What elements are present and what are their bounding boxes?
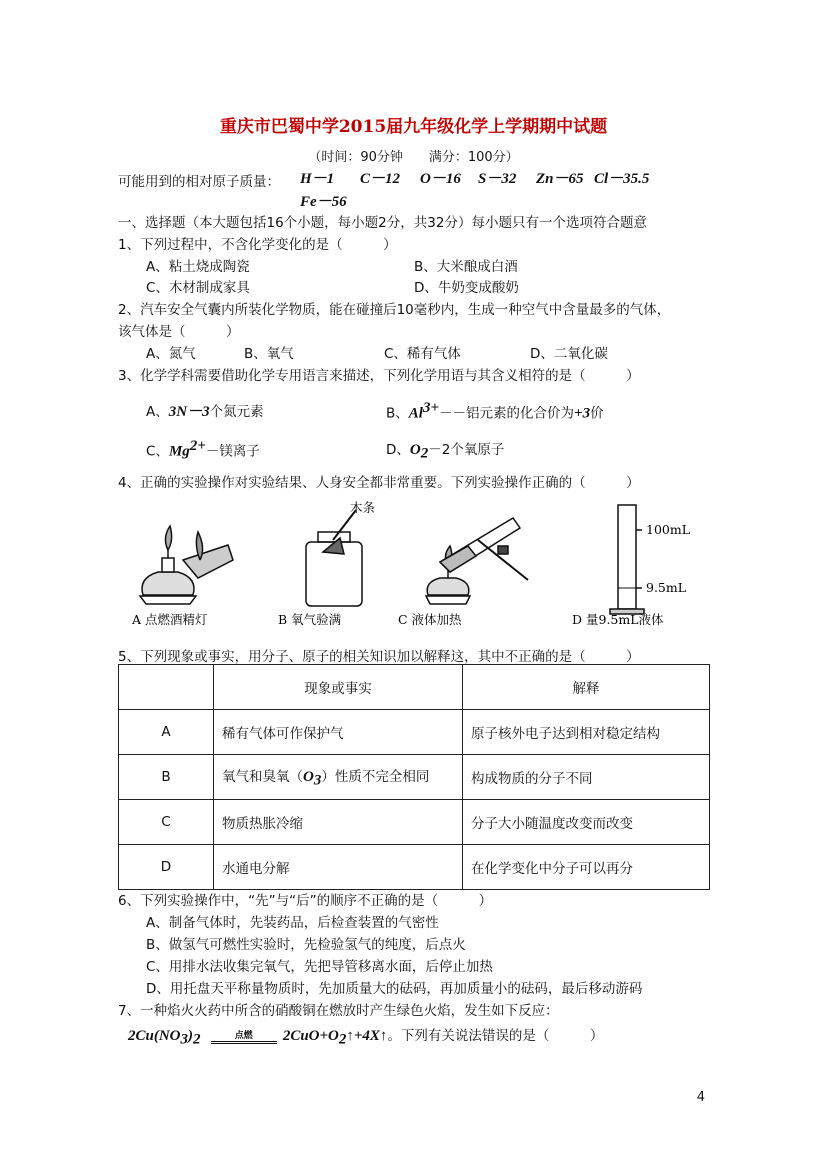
cylinder-top-label: 100mL xyxy=(646,522,691,537)
formula: O xyxy=(409,442,421,458)
option-text-end: 价 xyxy=(590,405,604,422)
equation-rhs: 2CuO+O xyxy=(282,1028,339,1044)
equation-paren: ) xyxy=(188,1028,194,1044)
option-text: －镁离子 xyxy=(205,443,260,460)
table-row xyxy=(119,845,710,890)
page-title: 重庆市巴蜀中学2015届九年级化学上学期期中试题 xyxy=(219,117,608,137)
mass-c: C－12 xyxy=(360,171,401,187)
q7-stem: 7、一种焰火火药中所含的硝酸铜在燃放时产生绿色火焰，发生如下反应： xyxy=(118,1003,559,1019)
figure-label-c: C 液体加热 xyxy=(398,612,462,627)
option-letter: C、 xyxy=(146,443,169,460)
q5-stem: 5、下列现象或事实，用分子、原子的相关知识加以解释这，其中不正确的是（ ） xyxy=(118,649,640,665)
table-header-row xyxy=(119,665,710,710)
row-option: B xyxy=(119,755,214,800)
cylinder-mark-label: 9.5mL xyxy=(646,580,687,595)
q6-option-a: A、制备气体时，先装药品，后检查装置的气密性 xyxy=(146,915,439,931)
header-fact: 现象或事实 xyxy=(214,665,463,710)
option-letter: D、 xyxy=(386,442,410,458)
gas-jar-illustration xyxy=(306,510,362,606)
row-option: D xyxy=(119,845,214,890)
formula: Mg xyxy=(168,443,190,460)
row-explanation: 原子核外电子达到相对稳定结构 xyxy=(463,710,710,755)
exam-info: （时间：90分钟 满分：100分） xyxy=(308,150,519,165)
charge-superscript: 2+ xyxy=(189,438,206,454)
option-text: －－铝元素的化合价为 xyxy=(439,405,575,422)
page-number: 4 xyxy=(696,1090,705,1105)
q3-option-d xyxy=(386,438,504,463)
section-heading: 一、选择题（本大题包括16个小题，每小题2分，共32分）每小题只有一个选项符合题意 xyxy=(118,215,647,231)
row-option: A xyxy=(119,710,214,755)
mass-s: S－32 xyxy=(478,171,517,187)
option-letter: A、 xyxy=(146,404,169,420)
q2-option-c: C、稀有气体 xyxy=(384,346,461,362)
equation-sub: 2 xyxy=(193,1031,201,1048)
q1-option-c: C、木材制成家具 xyxy=(146,280,250,296)
header-option xyxy=(119,665,214,710)
reaction-condition: 点燃 xyxy=(211,1028,277,1044)
charge-superscript: 3+ xyxy=(422,400,440,416)
option-text: －2个氧原子 xyxy=(428,442,505,458)
q6-stem: 6、下列实验操作中，“先”与“后”的顺序不正确的是（ ） xyxy=(118,893,493,909)
q2-stem-line1: 2、汽车安全气囊内所装化学物质，能在碰撞后10毫秒内，生成一种空气中含量最多的气体， xyxy=(118,302,671,318)
formula: 3N－3 xyxy=(168,404,210,420)
mass-cl: Cl－35.5 xyxy=(594,171,650,187)
mass-o: O－16 xyxy=(420,171,461,187)
graduated-cylinder-illustration xyxy=(610,505,644,614)
q3-option-c xyxy=(146,438,260,461)
mass-fe: Fe－56 xyxy=(300,194,347,210)
mass-h: H－1 xyxy=(300,171,335,187)
equation-sub: 3 xyxy=(180,1031,189,1048)
equation-rhs-rest: ↑+4X↑ xyxy=(346,1028,388,1044)
table-row xyxy=(119,710,710,755)
row-explanation: 分子大小随温度改变而改变 xyxy=(463,800,710,845)
q2-option-b: B、氧气 xyxy=(244,346,294,362)
figure-label-d: D 量9.5mL液体 xyxy=(572,612,664,627)
subscript: 2 xyxy=(420,445,429,462)
row-option: C xyxy=(119,800,214,845)
atomic-masses-label: 可能用到的相对原子质量： xyxy=(118,174,280,190)
ozone-formula: O xyxy=(303,768,314,785)
q3-stem: 3、化学学科需要借助化学专用语言来描述，下列化学用语与其含义相符的是（ ） xyxy=(118,368,640,384)
q5-table xyxy=(118,664,710,890)
q1-option-b: B、大米酿成白酒 xyxy=(414,259,518,275)
row-fact: 水通电分解 xyxy=(214,845,463,890)
mass-zn: Zn－65 xyxy=(536,171,584,187)
q3-option-a xyxy=(146,400,264,421)
q2-option-d: D、二氧化碳 xyxy=(530,346,608,362)
q4-stem: 4、正确的实验操作对实验结果、人身安全都非常重要。下列实验操作正确的（ ） xyxy=(118,475,640,491)
q6-option-b: B、做氢气可燃性实验时，先检验氢气的纯度，后点火 xyxy=(146,937,466,953)
lab-operations-figure xyxy=(128,500,708,630)
fact-pre: 氧气和臭氧（ xyxy=(222,768,303,785)
q2-option-a: A、氮气 xyxy=(146,346,196,362)
q3-option-b xyxy=(386,400,604,423)
test-tube-heating-illustration xyxy=(426,518,528,604)
equation-sub: 2 xyxy=(338,1031,347,1048)
q1-stem: 1、下列过程中，不含化学变化的是（ ） xyxy=(118,237,397,253)
q7-tail: 。下列有关说法错误的是（ ） xyxy=(387,1028,604,1044)
row-fact: 物质热胀冷缩 xyxy=(214,800,463,845)
header-explanation: 解释 xyxy=(463,665,710,710)
q6-option-d: D、用托盘天平称量物质时，先加质量大的砝码，再加质量小的砝码，最后移动游码 xyxy=(146,981,643,997)
alcohol-lamp-illustration xyxy=(140,526,233,604)
row-explanation: 构成物质的分子不同 xyxy=(463,755,710,800)
q2-stem-line2: 该气体是（ ） xyxy=(118,324,240,340)
valence-value: +3 xyxy=(574,405,591,422)
q6-option-c: C、用排水法收集完氧气，先把导管移离水面，后停止加热 xyxy=(146,959,493,975)
row-fact xyxy=(214,755,463,800)
formula: Al xyxy=(408,405,423,422)
splint-label: 木条 xyxy=(350,500,376,515)
equation-lhs: 2Cu(NO xyxy=(128,1028,181,1044)
row-explanation: 在化学变化中分子可以再分 xyxy=(463,845,710,890)
option-text: 个氮元素 xyxy=(209,404,264,420)
figure-label-b: B 氧气验满 xyxy=(278,612,342,627)
ozone-subscript: 3 xyxy=(313,772,322,789)
q1-option-d: D、牛奶变成酸奶 xyxy=(414,280,519,296)
option-letter: B、 xyxy=(386,405,409,422)
table-row xyxy=(119,755,710,800)
table-row xyxy=(119,800,710,845)
figure-label-a: A 点燃酒精灯 xyxy=(132,612,208,627)
fact-post: ）性质不完全相同 xyxy=(321,768,430,785)
q1-option-a: A、粘土烧成陶瓷 xyxy=(146,259,250,275)
row-fact: 稀有气体可作保护气 xyxy=(214,710,463,755)
q7-equation xyxy=(128,1024,603,1049)
